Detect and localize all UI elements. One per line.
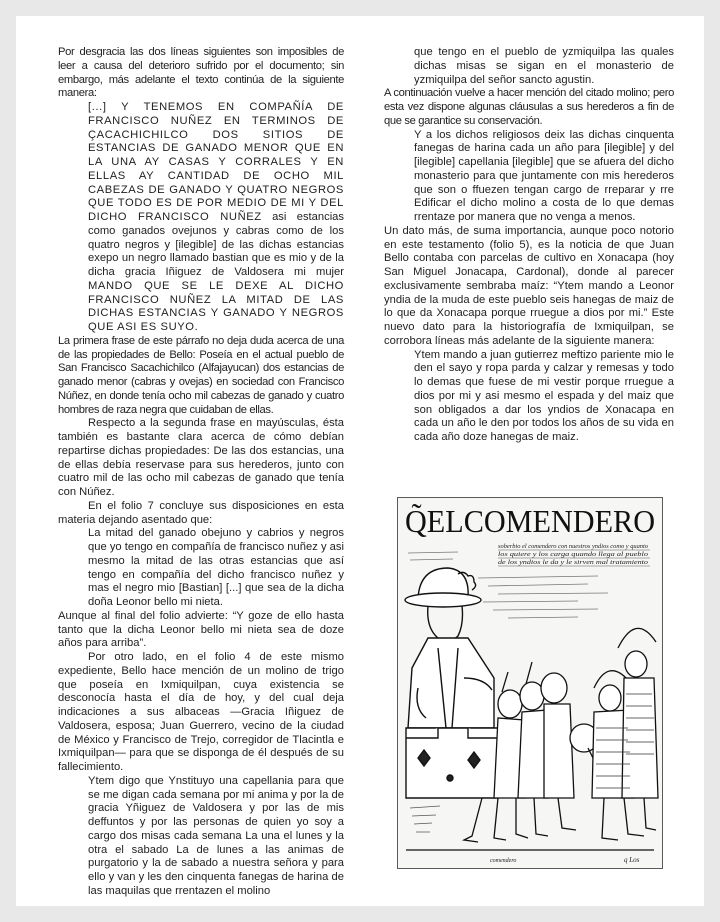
document-page — [16, 16, 704, 906]
encomendero-figure — [405, 568, 494, 728]
block-quote-folio-7: La mitad del ganado obejuno y cabrios y negros que yo tengo en compañía de francisco nuñez y asi mesmo la mitad de las otras estancias que así tengo en compañía del dicho francisco nuñez y mas el negro mio [Bastian] [...] que sea de la dicha doña Leonor bello mi nieta. — [88, 527, 344, 608]
warriors-group — [592, 628, 658, 798]
block-quote-juan-gutierrez: Ytem mando a juan gutierrez meftizo pariente mio le den el sayo y ropa parda y calzar y remesas y todo lo demas que fuese de mi vestir porque rruegue a dios por mi y asi mesmo el espada y del maiz que son obligados a dar los yndios de Xonacapa en cada un año le den por todos los años de su vida en cada año doze hanegas de maiz. — [414, 348, 674, 443]
caption-line-2: los quiere y los carga quando llega al pueblo — [498, 551, 648, 558]
quote-caps-part-2: MANDO QUE SE LE DEXE AL DICHO FRANCISCO NUÑEZ LA MITAD DE LAS DICHAS ESTANCIAS Y GANADO Y NEGROS QUE ASI ES SUYO. — [88, 279, 344, 333]
illustration-el-comendero — [397, 497, 663, 869]
paragraph-mill: Por otro lado, en el folio 4 de este mismo expediente, Bello hace mención de un molino de trigo que poseía en Ixmiquilpan, cuya existencia se desconocía hasta el día de hoy, y del cual deja indicaciones a sus albaceas —Gracia Iñiguez de Valdosera, esposa; Juan Guerrero, vecino de la ciudad de México y Francisco de Trejo, corregidor de Tlacintla e Ixmiquilpan— para que se disponga de él después de su fallecimiento. — [58, 651, 344, 773]
block-quote-testament-1 — [88, 101, 344, 335]
illustration-title: Q̃ELCOMENDERO — [405, 503, 655, 539]
block-quote-chaplaincy-continued: que tengo en el pueblo de yzmiquilpa las quales dichas misas se sigan en el monasterio de yzmiquilpa del señor sancto agustin. — [414, 46, 674, 86]
legs-and-ground — [406, 798, 656, 850]
block-quote-chaplaincy: Ytem digo que Ynstituyo una capellania para que se me digan cada semana por mi anima y por la de gracia Yñiguez de Valdosera y por las de mis deffuntos y por las personas de quien yo soy a cargo dos misas cada semana La una el lunes y la otra el sabado La de lunes a las animas de purgatorio y la de sabado a nuestra señora y para ello y van y les den cinquenta fanegas de harina de las maquilas que rrentazen el molino — [88, 774, 344, 897]
illustration-caption — [498, 543, 648, 566]
quote-lower-part: asi estancias como ganados ovejunos y cabras como de los quatro negros y [ilegible] de las dichas estancias exepo un negro llamado bastian que es mio y de la dicha gracia Iñiguez de Valdosera mi mujer — [88, 211, 344, 278]
quote-caps-part-1: [...] Y TENEMOS EN COMPAÑÍA DE FRANCISCO NUÑEZ EN TERMINOS DE ÇACACHICHILCO DOS SITIOS DE ESTANCIAS DE GANADO MENOR QUE EN LA UNA AY CASAS Y CORRALES Y EN ELLAS AY CANTIDAD DE OCHO MIL CABEZAS DE GANADO Y QUATRO NEGROS QUE TODO ES DE POR MEDIO DE MI Y DEL DICHO FRANCISCO NUÑEZ — [88, 101, 344, 223]
paragraph-folio-7: En el folio 7 concluye sus disposiciones en esta materia dejando asentado que: — [58, 499, 344, 526]
paragraph-xonacapa: Un dato más, de suma importancia, aunque poco notorio en este testamento (folio 5), es la noticia de que Juan Bello contaba con parcelas de cultivo en Xonacapa (hoy San Miguel Jonacapa, Cardonal), donde al parecer exclusivamente sembraba maíz: “Ytem mando a Leonor yndia de la muda de este pueblo seis hanegas de maiz de lo que da Xonacapa porque rruegue a dios por mi.” Este nuevo dato para la historiografía de Ixmiquilpan, se corrobora líneas más adelante de la siguiente manera: — [384, 224, 674, 347]
illustration-note-right: q Los — [624, 856, 640, 864]
paragraph-folio-warning: Aunque al final del folio advierte: “Y goze de ello hasta tanto que la dicha Leonor bello mi nieta sea de doze años para arriba”. — [58, 609, 344, 650]
left-column — [58, 46, 344, 899]
illustration-drawing — [398, 498, 662, 868]
paragraph-second-phrase: Respecto a la segunda frase en mayúsculas, ésta también es bastante clara acerca de cómo debían repartirse dichas propiedades: De las dos estancias, una de ellas debía reservase para sus herederos, junto con cuatro mil de las ocho mil cabezas de ganado que tenía con Núñez. — [58, 417, 344, 498]
caption-line-3: de los yndios le da y le sirven mal tratamiento — [498, 559, 648, 566]
paragraph-properties: La primera frase de este párrafo no deja duda acerca de una de las propiedades de Bello: Poseía en el actual pueblo de San Francisco Sacachichilco (Alfajayucan) dos estancias de ganado menor (cabras y ovejas) en sociedad con Francisco Núñez, en donde tenía ocho mil cabezas de ganado y cuatro hombres de raza negra que cuidaban de ellas. — [58, 334, 344, 416]
desk — [406, 728, 498, 798]
paragraph-intro: Por desgracia las dos líneas siguientes son imposibles de leer a causa del deterioro sufrido por el documento; sin embargo, más adelante el texto continúa de la siguiente manera: — [58, 46, 344, 100]
right-column — [384, 46, 674, 445]
caption-line-1: soberbio el comendero con nuestros yndios como y quanto — [498, 543, 648, 550]
block-quote-mill-repair: Y a los dichos religiosos deix las dichas cinquenta fanegas de harina cada un año para [ilegible] y del [ilegible] capellania [ilegible] que se afuera del dicho monasterio para que juntamente con mis herederos que son o ffuezen tengan cargo de rreparar y rre Edificar el dicho molino a costa de lo que demas rrentaze por manera que no venga a menos. — [414, 128, 674, 223]
illustration-note-left: comendero — [490, 858, 517, 864]
indigenous-group — [494, 662, 598, 798]
paragraph-mill-clauses: A continuación vuelve a hacer mención del citado molino; pero esta vez dispone algunas cláusulas a sus herederos a fin de que se garantice su conservación. — [384, 87, 674, 127]
